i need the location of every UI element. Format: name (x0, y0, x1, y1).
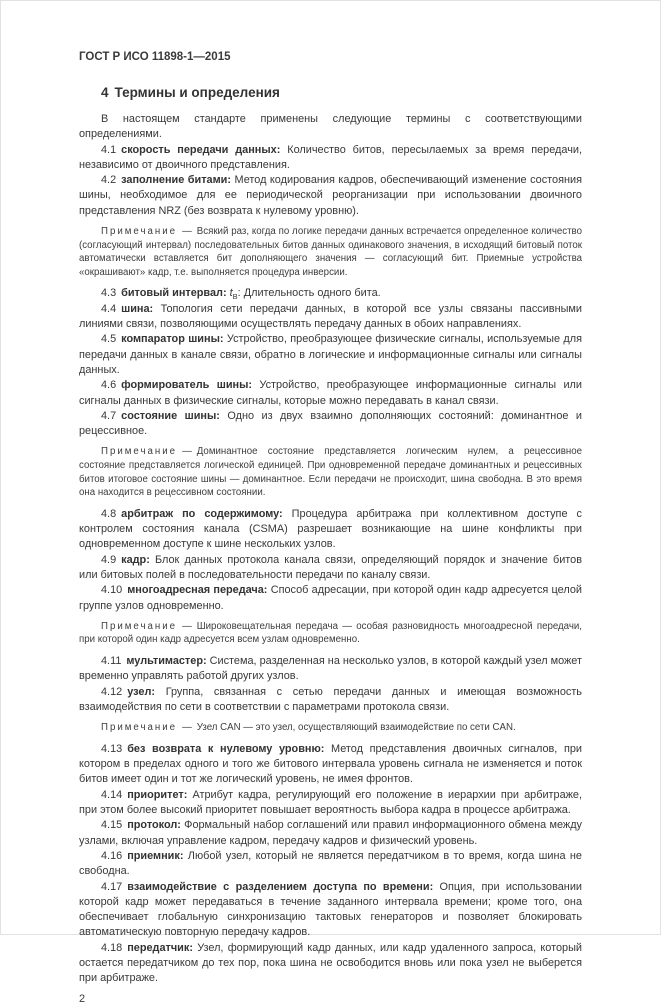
term-definition (79, 173, 582, 219)
term-text: Способ адресации, при которой один кадр адресуется целой группе узлов одновременно. (79, 584, 582, 612)
term-number: 4.12 (101, 685, 123, 698)
term-note (79, 620, 582, 647)
term-number: 4.8 (101, 507, 117, 520)
term-label: битовый интервал: (121, 287, 227, 300)
note-label: Примечание (101, 722, 178, 734)
term-label: взаимодействие с разделением доступа по времени: (127, 880, 434, 893)
term-label: протокол: (127, 819, 181, 832)
term-definition (79, 685, 582, 716)
term-label: заполнение битами: (121, 174, 231, 187)
term-note (79, 445, 582, 499)
note-label: Примечание (101, 620, 178, 632)
symbol-base: t (229, 287, 233, 300)
term-number: 4.5 (101, 333, 117, 346)
term-label: приемник: (127, 849, 184, 862)
term-note (79, 225, 582, 279)
running-header: ГОСТ Р ИСО 11898-1—2015 (79, 51, 231, 63)
term-text: Одно из двух взаимно дополняющих состояний: доминантное и рецессивное. (79, 409, 582, 438)
term-label: формирователь шины: (121, 379, 253, 392)
note-separator: — (182, 620, 192, 632)
term-text: Атрибут кадра, регулирующий его положение в иерархии при арбитраже, при этом более высокий приоритет повышает вероятность выбора кадра в процессе арбитража. (79, 788, 582, 817)
term-number: 4.11 (101, 655, 122, 668)
term-definition (79, 302, 582, 333)
term-definition (79, 788, 582, 819)
term-label: передатчик: (127, 941, 193, 954)
note-separator: — (182, 226, 192, 238)
note-text: Широковещательная передача — особая разновидность многоадресной передачи, при которой один кадр адресуется всем узлам одновременно. (79, 620, 582, 646)
term-number: 4.18 (101, 941, 123, 954)
term-text: Опция, при использовании которой кадр может передаваться в течение заданного интервала времени; кроме того, она обеспечивает глобальную синхронизацию тактовых генераторов и позволяет блокировать автоматическую повторную передачу кадров. (79, 880, 582, 939)
note-label: Примечание (101, 226, 178, 238)
term-label: кадр: (121, 553, 150, 566)
term-text: Устройство, преобразующее информационные сигналы или сигналы данных в физические сигналы, которые можно передавать в канал связи. (79, 379, 582, 407)
note-text: Доминантное состояние представляется логическим нулем, а рецессивное состояние представляется логической единицей. При одновременной передаче доминантных и рецессивных битов итоговое состояние шины — доминантное. Если передачи не происходит, шина свободна. В это время она находится в рецессивном состоянии. (79, 446, 582, 499)
term-label: мультимастер: (126, 655, 207, 668)
term-text: Процедура арбитража при коллективном доступе с контролем состояния канала (CSMA) разрешает возникающие на шине конфликты при одновременном доступе к шине нескольких узлов. (79, 507, 582, 551)
term-definition (79, 507, 582, 553)
term-text: Формальный набор соглашений или правил информационного обмена между узлами, включая управление кадром, передачу кадров и физический уровень. (79, 819, 582, 847)
term-label: многоадресная передача: (127, 584, 268, 597)
term-definition (79, 143, 582, 174)
term-definition (79, 941, 582, 987)
term-definition (79, 583, 582, 614)
term-label: узел: (127, 685, 155, 698)
term-text: Топология сети передачи данных, в которой все узлы связаны пассивными линиями связи, позволяющими осуществлять передачу данных в обоих направлениях. (79, 302, 582, 331)
term-definition (79, 409, 582, 440)
term-label: состояние шины: (121, 409, 220, 422)
term-number: 4.15 (101, 819, 123, 832)
term-number: 4.16 (101, 849, 123, 862)
term-text: Любой узел, который не является передатчиком в то время, когда шина не свободна. (79, 849, 582, 878)
term-number: 4.10 (101, 584, 123, 597)
term-number: 4.4 (101, 302, 117, 315)
note-text: Всякий раз, когда по логике передачи данных встречается определенное количество (согласующий интервал) последовательных битов данных одинакового значения, в исходящий битовый поток автоматически вставляется бит дополняющего значения — согласующий бит. Приемные устройства «окрашивают» кадр, т.е. выполняется процедура инверсии. (79, 226, 582, 278)
term-label: без возврата к нулевому уровню: (127, 742, 325, 755)
term-definition (79, 332, 582, 378)
term-text: Метод представления двоичных сигналов, при котором в пределах одного и того же битового интервала уровень сигнала не изменяется и поток битов имеет один и тот же логический уровень, не имея фронтов. (79, 742, 582, 786)
term-definition (79, 880, 582, 941)
term-text: Система, разделенная на несколько узлов, в которой каждый узел может временно управлять работой других узлов. (79, 655, 582, 683)
term-text: Длительность одного бита. (240, 287, 381, 300)
term-label: компаратор шины: (121, 333, 224, 346)
intro-paragraph: В настоящем стандарте применены следующие термины с соответствующими определениями. (79, 113, 582, 141)
term-definition (79, 742, 582, 788)
note-text: Узел CAN — это узел, осуществляющий взаимодействие по сети CAN. (196, 722, 516, 734)
term-number: 4.17 (101, 880, 123, 893)
term-definition (79, 378, 582, 409)
term-number: 4.1 (101, 143, 117, 156)
term-text: Группа, связанная с сетью передачи данных и имеющая возможность взаимодействия по сети в соответствии с параметрами протокола связи. (79, 685, 582, 713)
term-definition (79, 818, 582, 849)
term-label: приоритет: (127, 788, 188, 801)
term-number: 4.6 (101, 379, 117, 392)
section-number: 4 (101, 85, 109, 100)
term-definition (79, 286, 582, 301)
terms-list (79, 143, 582, 987)
note-label: Примечание (101, 446, 178, 458)
term-text: Количество битов, пересылаемых за время передачи, независимо от двоичного представления. (79, 143, 582, 171)
term-text: Блок данных протокола канала связи, определяющий порядок и значение битов или битовых полей в последовательности передачи по каналу связи. (79, 553, 582, 581)
term-label: арбитраж по содержимому: (121, 507, 283, 520)
note-separator: — (182, 722, 192, 734)
term-text: Метод кодирования кадров, обеспечивающий изменение состояния шины, необходимое для ее периодической реорганизации при использовании двоичного представления NRZ (без возврата к нулевому уровню). (79, 174, 582, 217)
term-number: 4.2 (101, 174, 117, 187)
section-title (79, 85, 582, 100)
term-number: 4.14 (101, 788, 123, 801)
section-name: Термины и определения (114, 85, 280, 100)
term-number: 4.13 (101, 742, 123, 755)
term-number: 4.3 (101, 287, 117, 300)
term-text: Устройство, преобразующее физические сигналы, используемые для передачи данных в канале связи, обратно в логические и информационные сигналы или сигналы данных. (79, 333, 583, 376)
term-definition (79, 553, 582, 584)
symbol-sub: B (232, 292, 238, 302)
term-definition (79, 654, 582, 685)
term-note (79, 721, 582, 735)
term-number: 4.9 (101, 553, 117, 566)
note-separator: — (182, 446, 192, 458)
term-text: Узел, формирующий кадр данных, или кадр удаленного запроса, который остается передатчиком до тех пор, пока шина не освободится вновь или пока узел не выберется при арбитраже. (79, 941, 582, 985)
term-label: шина: (121, 302, 154, 315)
page-number: 2 (79, 992, 86, 1005)
term-definition (79, 849, 582, 880)
term-label: скорость передачи данных: (121, 143, 281, 156)
term-number: 4.7 (101, 409, 117, 422)
symbol-suffix: : (237, 287, 241, 300)
